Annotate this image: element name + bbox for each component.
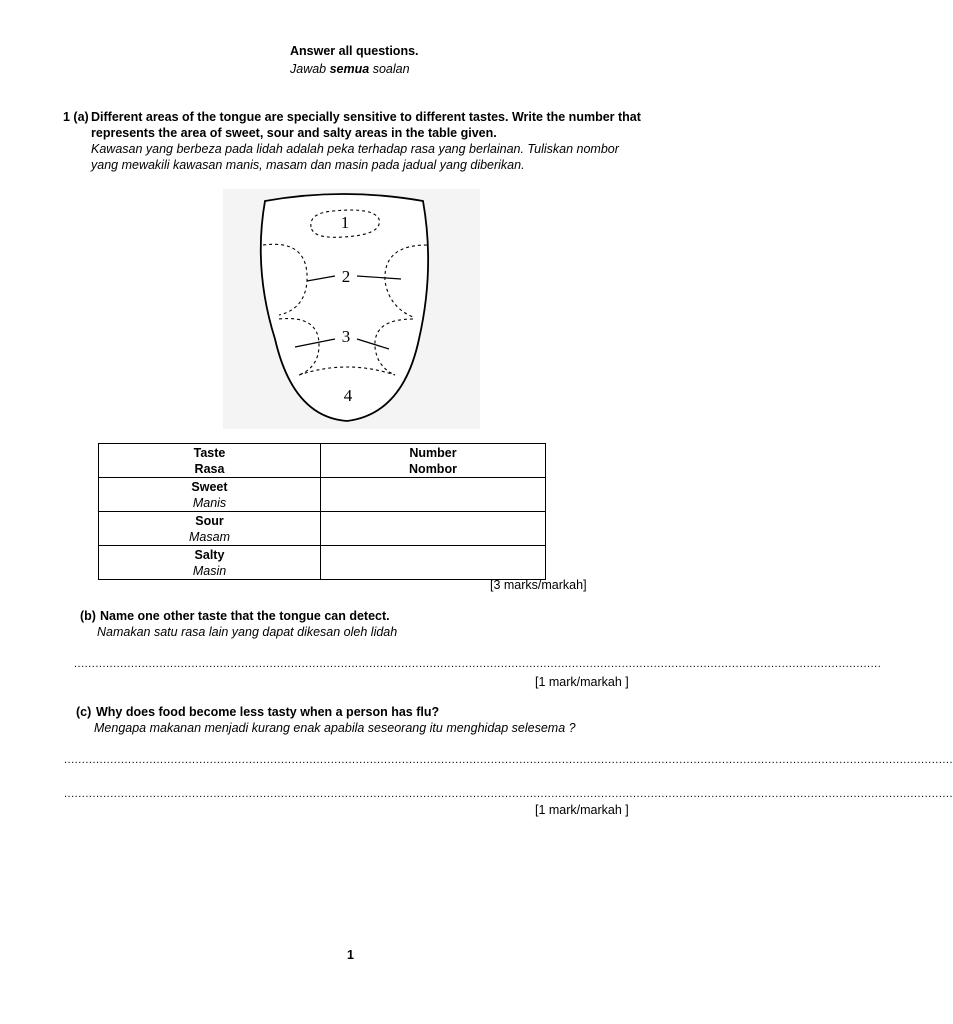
sweet-answer-cell[interactable] xyxy=(321,478,546,512)
taste-cell xyxy=(99,512,321,546)
instruction-ms xyxy=(290,62,410,76)
taste-en: Salty xyxy=(194,548,225,562)
q1b-text-ms: Namakan satu rasa lain yang dapat dikesan oleh lidah xyxy=(97,625,398,639)
header-number-ms: Nombor xyxy=(409,462,457,476)
header-number-en: Number xyxy=(409,446,457,460)
q1c-answer-line-1[interactable]: .......................................................................................................................................................................................................................................................... xyxy=(64,754,953,766)
taste-en: Sweet xyxy=(191,480,228,494)
header-number-cell xyxy=(321,444,546,478)
diagram-label-4: 4 xyxy=(343,386,353,405)
q1b-marks: [1 mark/markah ] xyxy=(535,675,629,689)
page-number: 1 xyxy=(347,948,354,962)
q1b-text-en: Name one other taste that the tongue can detect. xyxy=(100,609,390,623)
q1b-answer-line[interactable]: ................................................................................................................................................................................................................................... xyxy=(74,658,882,670)
q1c-text-ms: Mengapa makanan menjadi kurang enak apabila seseorang itu menghidap selesema ? xyxy=(94,721,576,735)
taste-ms: Masam xyxy=(189,530,230,544)
q1c-text-en: Why does food become less tasty when a person has flu? xyxy=(96,705,440,719)
instruction-en: Answer all questions. xyxy=(290,44,419,58)
q1a-text-en-line2: represents the area of sweet, sour and salty areas in the table given. xyxy=(91,126,497,140)
taste-ms: Manis xyxy=(192,496,227,510)
header-taste-ms: Rasa xyxy=(194,462,225,476)
tongue-diagram xyxy=(223,189,480,429)
q1a-marks: [3 marks/markah] xyxy=(490,578,587,592)
instruction-ms-pre: Jawab xyxy=(290,62,330,76)
q1b-label: (b) xyxy=(80,609,96,623)
q1c-label: (c) xyxy=(76,705,92,719)
taste-cell xyxy=(99,546,321,580)
diagram-label-2: 2 xyxy=(341,267,351,286)
q1a-text-ms-line2: yang mewakili kawasan manis, masam dan masin pada jadual yang diberikan. xyxy=(91,158,525,172)
diagram-label-1: 1 xyxy=(340,213,350,232)
header-taste-cell xyxy=(99,444,321,478)
instruction-ms-bold: semua xyxy=(329,62,370,76)
instruction-ms-post: soalan xyxy=(369,62,410,76)
table-row xyxy=(99,512,546,546)
header-taste-en: Taste xyxy=(193,446,226,460)
taste-en: Sour xyxy=(195,514,224,528)
question-number: 1 (a) xyxy=(63,110,89,124)
table-row xyxy=(99,546,546,580)
q1a-text-ms-line1: Kawasan yang berbeza pada lidah adalah peka terhadap rasa yang berlainan. Tuliskan nombor xyxy=(91,142,619,156)
salty-answer-cell[interactable] xyxy=(321,546,546,580)
q1c-answer-line-2[interactable]: .......................................................................................................................................................................................................................................................... xyxy=(64,788,953,800)
sour-answer-cell[interactable] xyxy=(321,512,546,546)
q1c-marks: [1 mark/markah ] xyxy=(535,803,629,817)
taste-table xyxy=(98,443,546,580)
table-row xyxy=(99,478,546,512)
taste-ms: Masin xyxy=(192,564,227,578)
diagram-label-3: 3 xyxy=(341,327,351,346)
taste-table-header xyxy=(99,444,546,478)
taste-cell xyxy=(99,478,321,512)
tongue-diagram-svg xyxy=(223,189,480,429)
q1a-text-en-line1: Different areas of the tongue are specially sensitive to different tastes. Write the number that xyxy=(91,110,641,124)
